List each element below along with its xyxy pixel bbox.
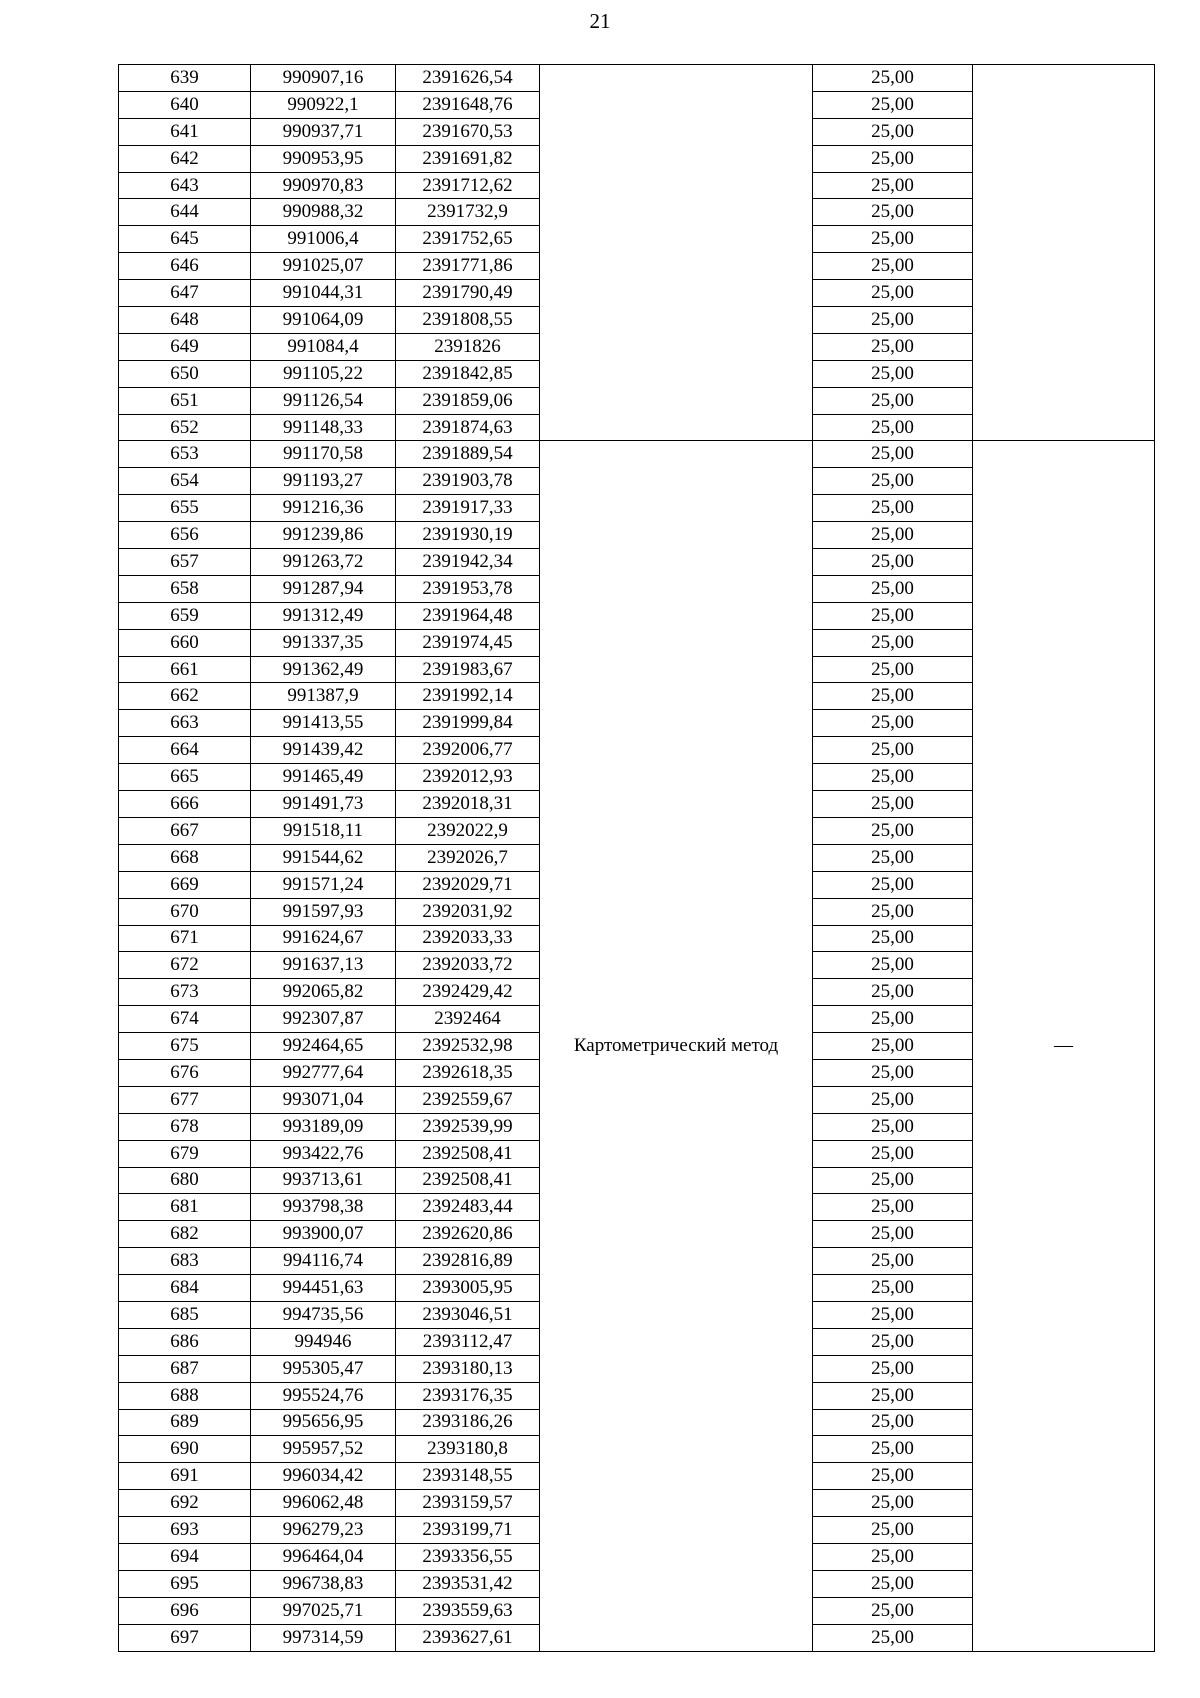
- y-coordinate-cell: 2392816,89: [396, 1248, 540, 1275]
- accuracy-cell: 25,00: [813, 360, 973, 387]
- y-coordinate-cell: 2393112,47: [396, 1328, 540, 1355]
- x-coordinate-cell: 991544,62: [251, 844, 396, 871]
- point-number-cell: 672: [119, 952, 251, 979]
- x-coordinate-cell: 991044,31: [251, 280, 396, 307]
- x-coordinate-cell: 991287,94: [251, 575, 396, 602]
- note-cell: [973, 65, 1155, 441]
- point-number-cell: 667: [119, 817, 251, 844]
- point-number-cell: 687: [119, 1355, 251, 1382]
- x-coordinate-cell: 994946: [251, 1328, 396, 1355]
- point-number-cell: 682: [119, 1221, 251, 1248]
- accuracy-cell: 25,00: [813, 118, 973, 145]
- point-number-cell: 696: [119, 1597, 251, 1624]
- point-number-cell: 690: [119, 1436, 251, 1463]
- accuracy-cell: 25,00: [813, 1033, 973, 1060]
- y-coordinate-cell: 2391903,78: [396, 468, 540, 495]
- x-coordinate-cell: 997025,71: [251, 1597, 396, 1624]
- accuracy-cell: 25,00: [813, 253, 973, 280]
- point-number-cell: 677: [119, 1086, 251, 1113]
- accuracy-cell: 25,00: [813, 898, 973, 925]
- y-coordinate-cell: 2393627,61: [396, 1624, 540, 1651]
- point-number-cell: 645: [119, 226, 251, 253]
- x-coordinate-cell: 991337,35: [251, 629, 396, 656]
- x-coordinate-cell: 990970,83: [251, 172, 396, 199]
- x-coordinate-cell: 992307,87: [251, 1006, 396, 1033]
- point-number-cell: 651: [119, 387, 251, 414]
- x-coordinate-cell: 991084,4: [251, 333, 396, 360]
- point-number-cell: 695: [119, 1570, 251, 1597]
- x-coordinate-cell: 992065,82: [251, 979, 396, 1006]
- point-number-cell: 688: [119, 1382, 251, 1409]
- accuracy-cell: 25,00: [813, 280, 973, 307]
- accuracy-cell: 25,00: [813, 656, 973, 683]
- x-coordinate-cell: 995957,52: [251, 1436, 396, 1463]
- point-number-cell: 662: [119, 683, 251, 710]
- accuracy-cell: 25,00: [813, 495, 973, 522]
- point-number-cell: 641: [119, 118, 251, 145]
- x-coordinate-cell: 991148,33: [251, 414, 396, 441]
- x-coordinate-cell: 991006,4: [251, 226, 396, 253]
- accuracy-cell: 25,00: [813, 172, 973, 199]
- y-coordinate-cell: 2392029,71: [396, 871, 540, 898]
- x-coordinate-cell: 995524,76: [251, 1382, 396, 1409]
- accuracy-cell: 25,00: [813, 1248, 973, 1275]
- x-coordinate-cell: 991362,49: [251, 656, 396, 683]
- accuracy-cell: 25,00: [813, 1086, 973, 1113]
- table-row: [119, 65, 1155, 92]
- x-coordinate-cell: 991413,55: [251, 710, 396, 737]
- accuracy-cell: 25,00: [813, 791, 973, 818]
- accuracy-cell: 25,00: [813, 952, 973, 979]
- point-number-cell: 660: [119, 629, 251, 656]
- accuracy-cell: 25,00: [813, 1463, 973, 1490]
- x-coordinate-cell: 996279,23: [251, 1517, 396, 1544]
- accuracy-cell: 25,00: [813, 925, 973, 952]
- accuracy-cell: 25,00: [813, 468, 973, 495]
- accuracy-cell: 25,00: [813, 1409, 973, 1436]
- y-coordinate-cell: 2392033,72: [396, 952, 540, 979]
- y-coordinate-cell: 2393180,8: [396, 1436, 540, 1463]
- x-coordinate-cell: 991064,09: [251, 307, 396, 334]
- y-coordinate-cell: 2392532,98: [396, 1033, 540, 1060]
- point-number-cell: 642: [119, 145, 251, 172]
- x-coordinate-cell: 990907,16: [251, 65, 396, 92]
- point-number-cell: 659: [119, 602, 251, 629]
- accuracy-cell: 25,00: [813, 1275, 973, 1302]
- note-cell: —: [973, 441, 1155, 1651]
- accuracy-cell: 25,00: [813, 1570, 973, 1597]
- y-coordinate-cell: 2391983,67: [396, 656, 540, 683]
- y-coordinate-cell: 2391953,78: [396, 575, 540, 602]
- accuracy-cell: 25,00: [813, 1113, 973, 1140]
- accuracy-cell: 25,00: [813, 226, 973, 253]
- accuracy-cell: 25,00: [813, 1221, 973, 1248]
- point-number-cell: 670: [119, 898, 251, 925]
- point-number-cell: 668: [119, 844, 251, 871]
- x-coordinate-cell: 993422,76: [251, 1140, 396, 1167]
- y-coordinate-cell: 2391930,19: [396, 522, 540, 549]
- y-coordinate-cell: 2391992,14: [396, 683, 540, 710]
- point-number-cell: 654: [119, 468, 251, 495]
- y-coordinate-cell: 2393531,42: [396, 1570, 540, 1597]
- point-number-cell: 689: [119, 1409, 251, 1436]
- point-number-cell: 640: [119, 91, 251, 118]
- point-number-cell: 686: [119, 1328, 251, 1355]
- y-coordinate-cell: 2392620,86: [396, 1221, 540, 1248]
- accuracy-cell: 25,00: [813, 1006, 973, 1033]
- y-coordinate-cell: 2391732,9: [396, 199, 540, 226]
- point-number-cell: 692: [119, 1490, 251, 1517]
- x-coordinate-cell: 991387,9: [251, 683, 396, 710]
- x-coordinate-cell: 991597,93: [251, 898, 396, 925]
- y-coordinate-cell: 2392022,9: [396, 817, 540, 844]
- x-coordinate-cell: 995305,47: [251, 1355, 396, 1382]
- x-coordinate-cell: 992777,64: [251, 1059, 396, 1086]
- y-coordinate-cell: 2391626,54: [396, 65, 540, 92]
- x-coordinate-cell: 994735,56: [251, 1301, 396, 1328]
- point-number-cell: 661: [119, 656, 251, 683]
- y-coordinate-cell: 2393199,71: [396, 1517, 540, 1544]
- accuracy-cell: 25,00: [813, 333, 973, 360]
- x-coordinate-cell: 996738,83: [251, 1570, 396, 1597]
- table-row: [119, 441, 1155, 468]
- accuracy-cell: 25,00: [813, 522, 973, 549]
- x-coordinate-cell: 991439,42: [251, 737, 396, 764]
- point-number-cell: 681: [119, 1194, 251, 1221]
- x-coordinate-cell: 993798,38: [251, 1194, 396, 1221]
- accuracy-cell: 25,00: [813, 1140, 973, 1167]
- x-coordinate-cell: 991193,27: [251, 468, 396, 495]
- accuracy-cell: 25,00: [813, 1517, 973, 1544]
- accuracy-cell: 25,00: [813, 817, 973, 844]
- method-cell: Картометрический метод: [540, 441, 813, 1651]
- point-number-cell: 694: [119, 1543, 251, 1570]
- x-coordinate-cell: 996062,48: [251, 1490, 396, 1517]
- accuracy-cell: 25,00: [813, 575, 973, 602]
- y-coordinate-cell: 2391842,85: [396, 360, 540, 387]
- y-coordinate-cell: 2392033,33: [396, 925, 540, 952]
- x-coordinate-cell: 995656,95: [251, 1409, 396, 1436]
- x-coordinate-cell: 991491,73: [251, 791, 396, 818]
- point-number-cell: 649: [119, 333, 251, 360]
- y-coordinate-cell: 2391964,48: [396, 602, 540, 629]
- accuracy-cell: 25,00: [813, 764, 973, 791]
- point-number-cell: 693: [119, 1517, 251, 1544]
- y-coordinate-cell: 2392618,35: [396, 1059, 540, 1086]
- x-coordinate-cell: 996034,42: [251, 1463, 396, 1490]
- x-coordinate-cell: 991170,58: [251, 441, 396, 468]
- point-number-cell: 669: [119, 871, 251, 898]
- x-coordinate-cell: 990953,95: [251, 145, 396, 172]
- x-coordinate-cell: 991263,72: [251, 549, 396, 576]
- y-coordinate-cell: 2393180,13: [396, 1355, 540, 1382]
- x-coordinate-cell: 991312,49: [251, 602, 396, 629]
- accuracy-cell: 25,00: [813, 1543, 973, 1570]
- y-coordinate-cell: 2391974,45: [396, 629, 540, 656]
- y-coordinate-cell: 2393356,55: [396, 1543, 540, 1570]
- accuracy-cell: 25,00: [813, 1624, 973, 1651]
- point-number-cell: 652: [119, 414, 251, 441]
- y-coordinate-cell: 2392429,42: [396, 979, 540, 1006]
- accuracy-cell: 25,00: [813, 549, 973, 576]
- x-coordinate-cell: 996464,04: [251, 1543, 396, 1570]
- x-coordinate-cell: 991637,13: [251, 952, 396, 979]
- y-coordinate-cell: 2393186,26: [396, 1409, 540, 1436]
- point-number-cell: 679: [119, 1140, 251, 1167]
- point-number-cell: 653: [119, 441, 251, 468]
- y-coordinate-cell: 2393005,95: [396, 1275, 540, 1302]
- point-number-cell: 673: [119, 979, 251, 1006]
- accuracy-cell: 25,00: [813, 1490, 973, 1517]
- point-number-cell: 680: [119, 1167, 251, 1194]
- coordinates-table: [118, 64, 1155, 1652]
- y-coordinate-cell: 2391999,84: [396, 710, 540, 737]
- point-number-cell: 648: [119, 307, 251, 334]
- accuracy-cell: 25,00: [813, 1382, 973, 1409]
- y-coordinate-cell: 2393046,51: [396, 1301, 540, 1328]
- y-coordinate-cell: 2392018,31: [396, 791, 540, 818]
- accuracy-cell: 25,00: [813, 1355, 973, 1382]
- point-number-cell: 666: [119, 791, 251, 818]
- point-number-cell: 683: [119, 1248, 251, 1275]
- accuracy-cell: 25,00: [813, 441, 973, 468]
- x-coordinate-cell: 991571,24: [251, 871, 396, 898]
- point-number-cell: 675: [119, 1033, 251, 1060]
- accuracy-cell: 25,00: [813, 1194, 973, 1221]
- accuracy-cell: 25,00: [813, 683, 973, 710]
- y-coordinate-cell: 2392508,41: [396, 1167, 540, 1194]
- point-number-cell: 697: [119, 1624, 251, 1651]
- y-coordinate-cell: 2392031,92: [396, 898, 540, 925]
- x-coordinate-cell: 990988,32: [251, 199, 396, 226]
- y-coordinate-cell: 2391859,06: [396, 387, 540, 414]
- accuracy-cell: 25,00: [813, 710, 973, 737]
- x-coordinate-cell: 994451,63: [251, 1275, 396, 1302]
- accuracy-cell: 25,00: [813, 844, 973, 871]
- y-coordinate-cell: 2392026,7: [396, 844, 540, 871]
- point-number-cell: 671: [119, 925, 251, 952]
- point-number-cell: 647: [119, 280, 251, 307]
- y-coordinate-cell: 2391874,63: [396, 414, 540, 441]
- y-coordinate-cell: 2392559,67: [396, 1086, 540, 1113]
- point-number-cell: 676: [119, 1059, 251, 1086]
- accuracy-cell: 25,00: [813, 1597, 973, 1624]
- accuracy-cell: 25,00: [813, 737, 973, 764]
- accuracy-cell: 25,00: [813, 387, 973, 414]
- point-number-cell: 674: [119, 1006, 251, 1033]
- y-coordinate-cell: 2392483,44: [396, 1194, 540, 1221]
- page-number: 21: [589, 9, 611, 33]
- x-coordinate-cell: 991465,49: [251, 764, 396, 791]
- y-coordinate-cell: 2392464: [396, 1006, 540, 1033]
- point-number-cell: 665: [119, 764, 251, 791]
- accuracy-cell: 25,00: [813, 65, 973, 92]
- point-number-cell: 639: [119, 65, 251, 92]
- y-coordinate-cell: 2391648,76: [396, 91, 540, 118]
- accuracy-cell: 25,00: [813, 145, 973, 172]
- x-coordinate-cell: 991239,86: [251, 522, 396, 549]
- x-coordinate-cell: 991025,07: [251, 253, 396, 280]
- x-coordinate-cell: 994116,74: [251, 1248, 396, 1275]
- accuracy-cell: 25,00: [813, 629, 973, 656]
- point-number-cell: 684: [119, 1275, 251, 1302]
- accuracy-cell: 25,00: [813, 1301, 973, 1328]
- y-coordinate-cell: 2391790,49: [396, 280, 540, 307]
- y-coordinate-cell: 2391752,65: [396, 226, 540, 253]
- point-number-cell: 663: [119, 710, 251, 737]
- accuracy-cell: 25,00: [813, 414, 973, 441]
- coordinates-table-body: [119, 65, 1155, 1652]
- x-coordinate-cell: 997314,59: [251, 1624, 396, 1651]
- x-coordinate-cell: 993189,09: [251, 1113, 396, 1140]
- point-number-cell: 691: [119, 1463, 251, 1490]
- y-coordinate-cell: 2393148,55: [396, 1463, 540, 1490]
- point-number-cell: 657: [119, 549, 251, 576]
- y-coordinate-cell: 2391771,86: [396, 253, 540, 280]
- y-coordinate-cell: 2391942,34: [396, 549, 540, 576]
- y-coordinate-cell: 2391826: [396, 333, 540, 360]
- point-number-cell: 656: [119, 522, 251, 549]
- x-coordinate-cell: 991216,36: [251, 495, 396, 522]
- accuracy-cell: 25,00: [813, 307, 973, 334]
- x-coordinate-cell: 991105,22: [251, 360, 396, 387]
- point-number-cell: 643: [119, 172, 251, 199]
- y-coordinate-cell: 2392006,77: [396, 737, 540, 764]
- point-number-cell: 678: [119, 1113, 251, 1140]
- x-coordinate-cell: 990922,1: [251, 91, 396, 118]
- accuracy-cell: 25,00: [813, 1328, 973, 1355]
- y-coordinate-cell: 2391808,55: [396, 307, 540, 334]
- x-coordinate-cell: 990937,71: [251, 118, 396, 145]
- accuracy-cell: 25,00: [813, 1167, 973, 1194]
- y-coordinate-cell: 2393176,35: [396, 1382, 540, 1409]
- point-number-cell: 644: [119, 199, 251, 226]
- point-number-cell: 658: [119, 575, 251, 602]
- y-coordinate-cell: 2391670,53: [396, 118, 540, 145]
- accuracy-cell: 25,00: [813, 1436, 973, 1463]
- point-number-cell: 655: [119, 495, 251, 522]
- y-coordinate-cell: 2391712,62: [396, 172, 540, 199]
- y-coordinate-cell: 2391889,54: [396, 441, 540, 468]
- point-number-cell: 650: [119, 360, 251, 387]
- point-number-cell: 646: [119, 253, 251, 280]
- accuracy-cell: 25,00: [813, 871, 973, 898]
- accuracy-cell: 25,00: [813, 91, 973, 118]
- y-coordinate-cell: 2392012,93: [396, 764, 540, 791]
- method-cell: [540, 65, 813, 441]
- accuracy-cell: 25,00: [813, 979, 973, 1006]
- point-number-cell: 685: [119, 1301, 251, 1328]
- x-coordinate-cell: 991624,67: [251, 925, 396, 952]
- x-coordinate-cell: 992464,65: [251, 1033, 396, 1060]
- y-coordinate-cell: 2392508,41: [396, 1140, 540, 1167]
- x-coordinate-cell: 993071,04: [251, 1086, 396, 1113]
- y-coordinate-cell: 2392539,99: [396, 1113, 540, 1140]
- y-coordinate-cell: 2391691,82: [396, 145, 540, 172]
- accuracy-cell: 25,00: [813, 1059, 973, 1086]
- y-coordinate-cell: 2391917,33: [396, 495, 540, 522]
- x-coordinate-cell: 993900,07: [251, 1221, 396, 1248]
- point-number-cell: 664: [119, 737, 251, 764]
- x-coordinate-cell: 993713,61: [251, 1167, 396, 1194]
- y-coordinate-cell: 2393159,57: [396, 1490, 540, 1517]
- x-coordinate-cell: 991518,11: [251, 817, 396, 844]
- y-coordinate-cell: 2393559,63: [396, 1597, 540, 1624]
- accuracy-cell: 25,00: [813, 602, 973, 629]
- x-coordinate-cell: 991126,54: [251, 387, 396, 414]
- accuracy-cell: 25,00: [813, 199, 973, 226]
